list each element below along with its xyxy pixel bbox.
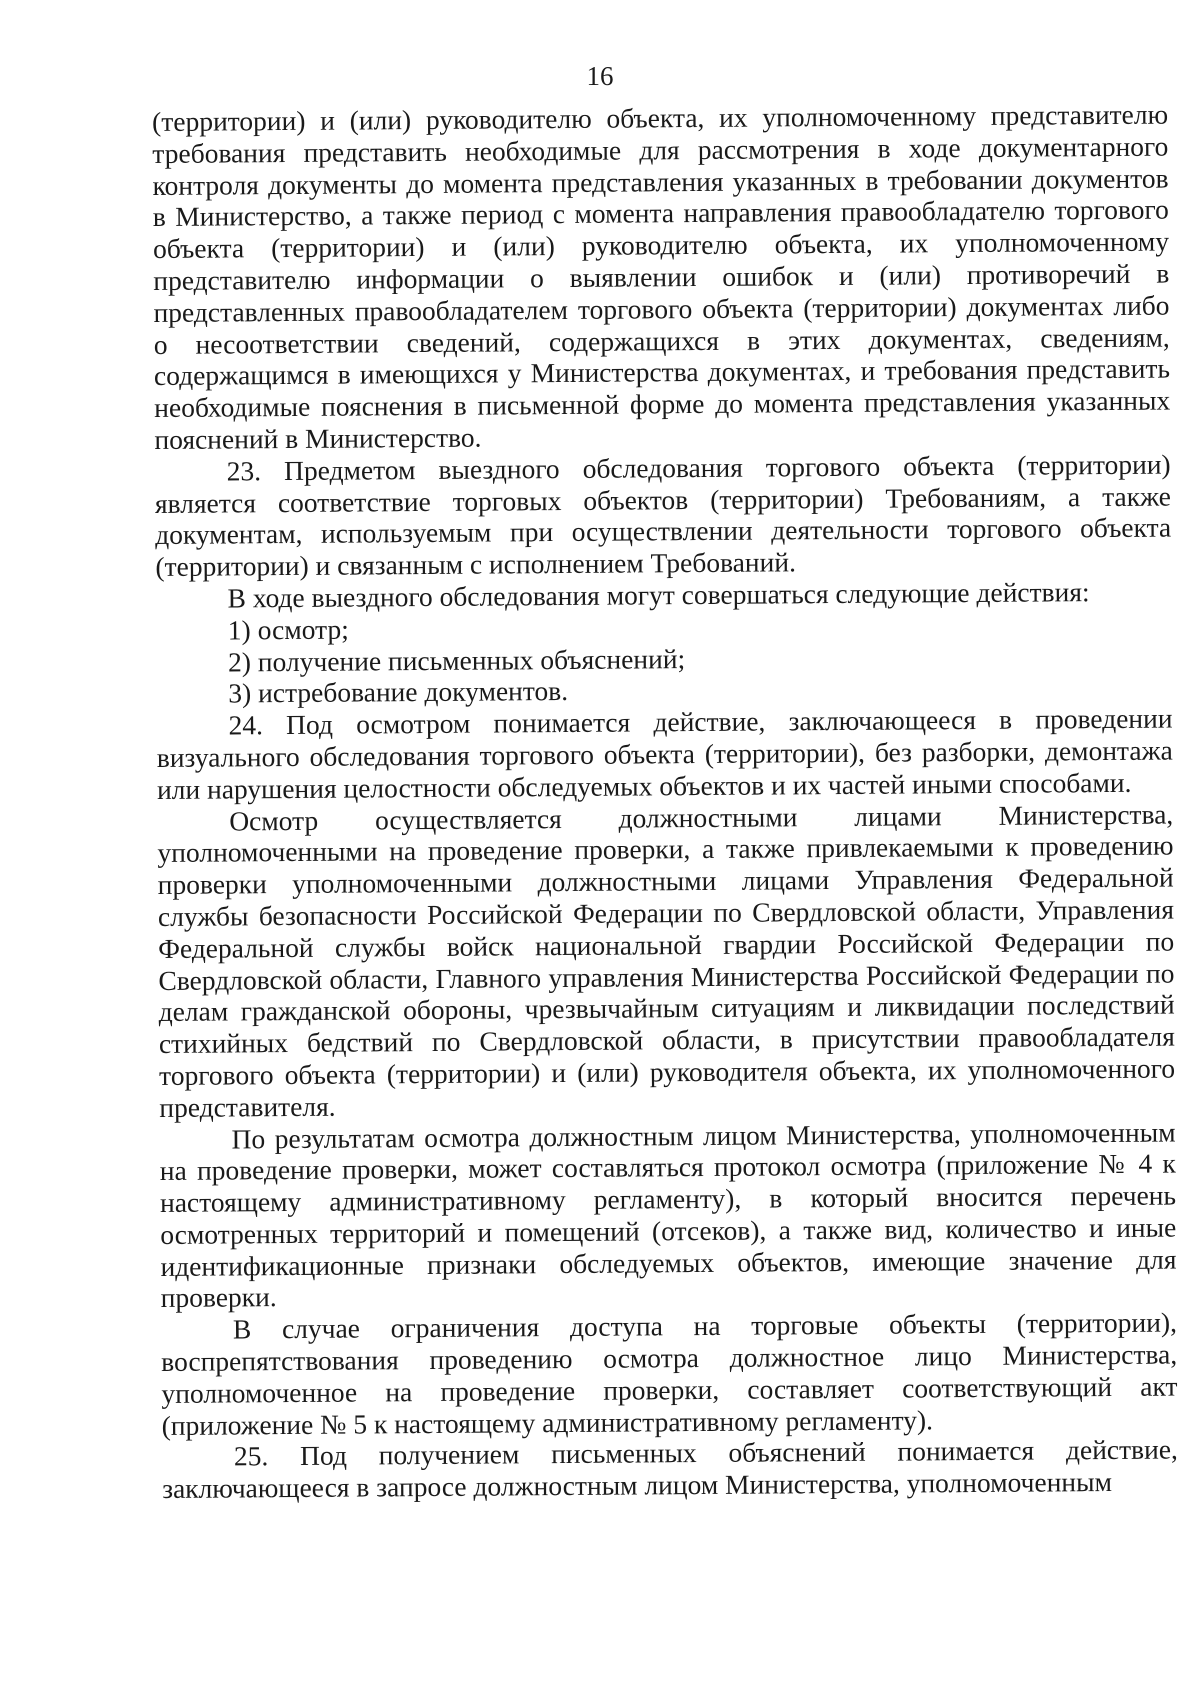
list-item-written-explanations: 2) получение письменных объяснений; [227,642,686,678]
paragraph-inspection-protocol: По результатам осмотра должностным лицом Министерства, уполномоченным на проведение проверки, может составляться протокол осмотра (приложение № 4 к настоящему административному регламенту), в который вносится перечень осмотренных территорий и помещений (отсеков), а также вид, количество и иные идентификационные признаки обследуемых объектов, имеющие значение для проверки. [159,1116,1177,1314]
document-body [152,99,1178,1505]
paragraph-continuation: (территории) и (или) руководителю объекта, их уполномоченному представителю требования представить необходимые для рассмотрения в ходе документарного контроля документы до момента представления указанных в требовании документов в Министерство, а также период с момента направления правообладателю торгового объекта (территории) и (или) руководителю объекта, их уполномоченному представителю информации о выявлении ошибок и (или) противоречий в представленных правообладателем торгового объекта (территории) документах либо о несоответствии сведений, содержащихся в этих документах, сведениям, содержащимся в имеющихся у Министерства документах, и требования представить необходимые пояснения в письменной форме до момента представления указанных пояснений в Министерство. [152,98,1171,455]
paragraph-actions-intro: В ходе выездного обследования могут совершаться следующие действия: [227,576,1090,614]
paragraph-item-25: 25. Под получением письменных объяснений понимается действие, заключающееся в запросе должностным лицом Министерства, уполномоченным [162,1433,1178,1505]
paragraph-access-restriction: В случае ограничения доступа на торговые объекты (территории), воспрепятствования проведению осмотра должностное лицо Министерства, уполномоченное на проведение проверки, составляет соответствующий акт (приложение № 5 к настоящему административному регламенту). [161,1306,1178,1441]
paragraph-item-24: 24. Под осмотром понимается действие, заключающееся в проведении визуального обследования торгового объекта (территории), без разборки, демонтажа или нарушения целостности обследуемых объектов и их частей иными способами. [156,702,1173,805]
list-item-inspection: 1) осмотр; [227,613,349,646]
list-item-document-request: 3) истребование документов. [228,675,569,709]
paragraph-item-23: 23. Предметом выездного обследования торгового объекта (территории) является соответствие торговых объектов (территории) Требованиям, а также документам, используемым при осуществлении деятельности торгового объекта (территории) и связанным с исполнением Требований. [154,448,1172,583]
paragraph-inspection-officials: Осмотр осуществляется должностными лицами Министерства, уполномоченными на проведение проверки, а также привлекаемыми к проведению проверки уполномоченными должностными лицами Управления Федеральной службы безопасности Российской Федерации по Свердловской области, Управления Федеральной службы войск национальной гвардии Российской Федерации по Свердловской области, Главного управления Министерства Российской Федерации по делам гражданской обороны, чрезвычайным ситуациям и ликвидации последствий стихийных бедствий по Свердловской области, в присутствии правообладателя торгового объекта (территории) и (или) руководителя объекта, их уполномоченного представителя. [157,798,1176,1123]
page-number: 16 [586,61,614,91]
